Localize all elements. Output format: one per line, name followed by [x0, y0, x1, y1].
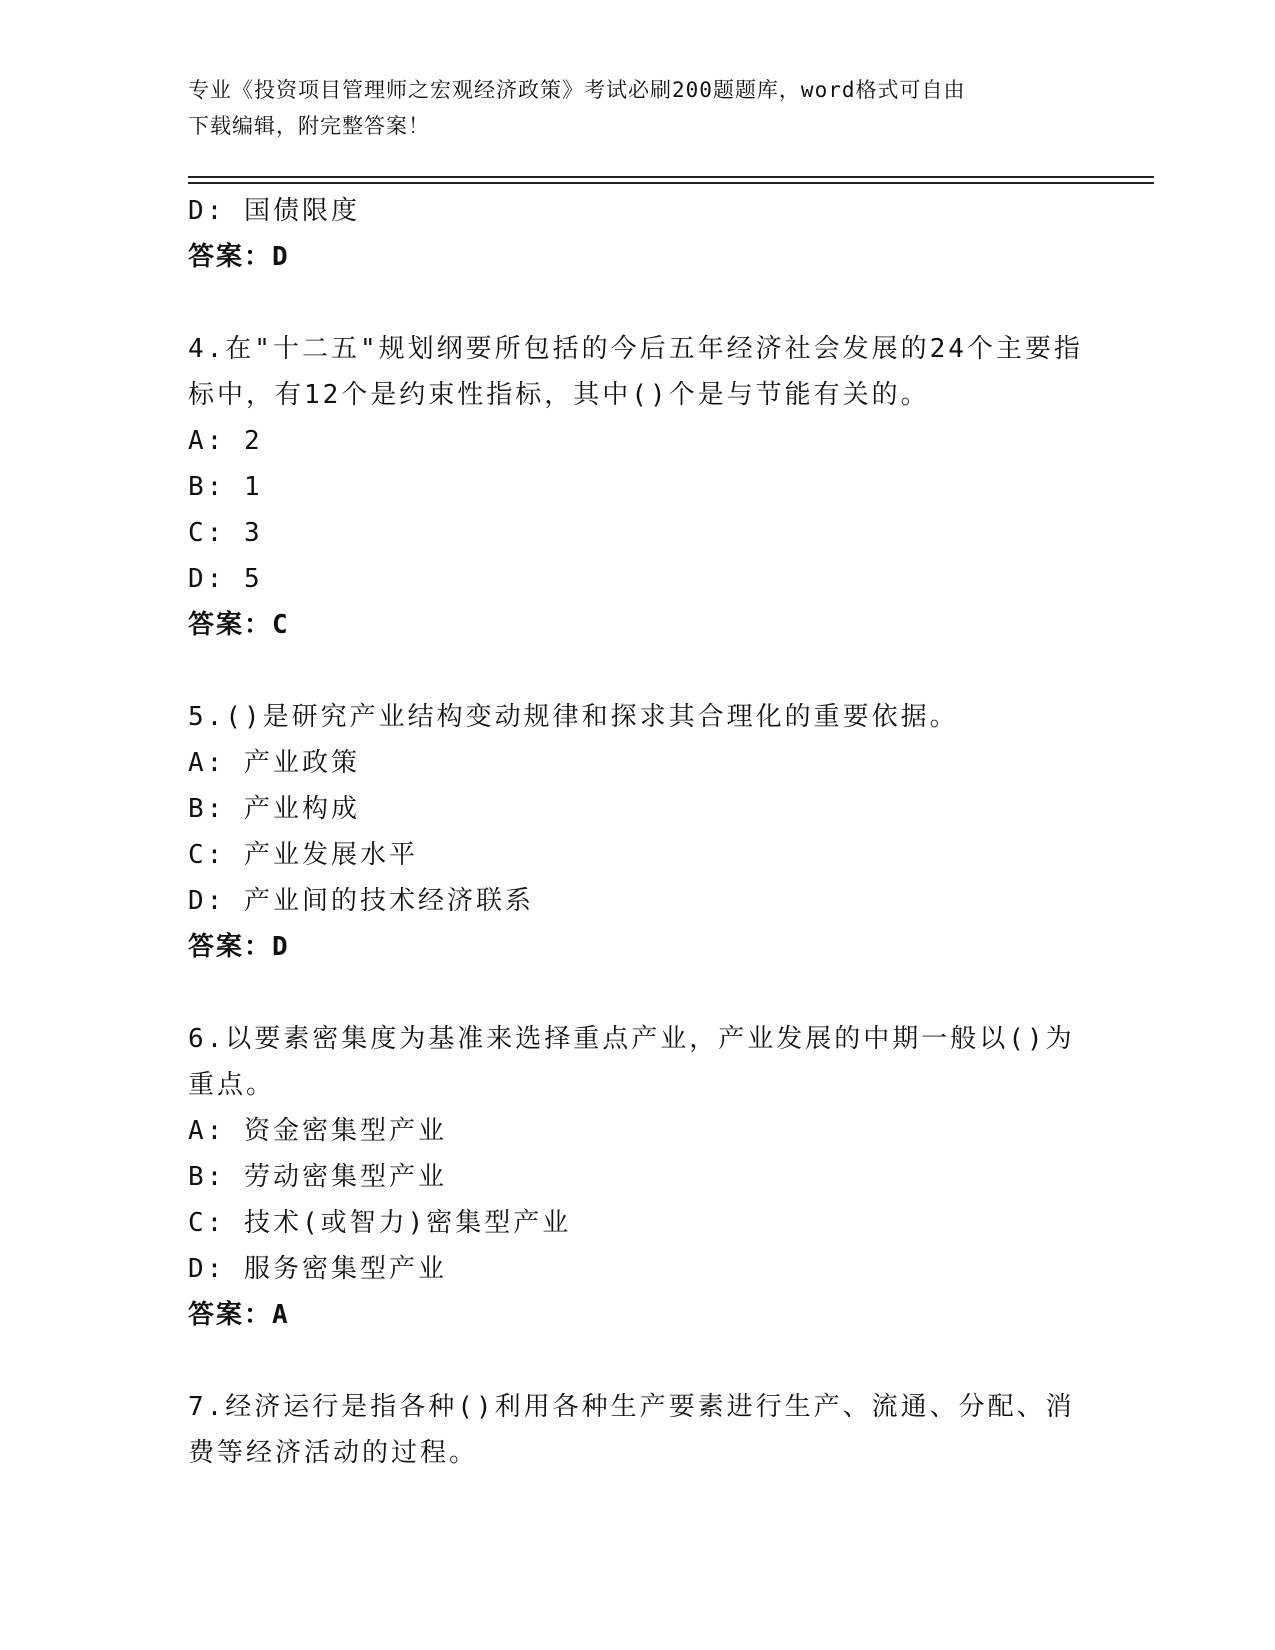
- spacer: [188, 970, 1068, 1016]
- q6-option-c: C: 技术(或智力)密集型产业: [188, 1208, 572, 1238]
- q6-answer: 答案：A: [188, 1300, 290, 1330]
- q5-stem-line-1: 5.()是研究产业结构变动规律和探求其合理化的重要依据。: [188, 702, 959, 732]
- q4-option-c: C: 3: [188, 518, 263, 548]
- spacer: [188, 648, 1068, 694]
- q6-option-a: A: 资金密集型产业: [188, 1116, 447, 1146]
- q6-stem-line-2: 重点。: [188, 1070, 276, 1100]
- q7-stem-line-2: 费等经济活动的过程。: [188, 1438, 479, 1468]
- header-line-1: 专业《投资项目管理师之宏观经济政策》考试必刷200题题库，word格式可自由: [188, 78, 966, 102]
- prev-option-d: D: 国债限度: [188, 196, 360, 226]
- question-7: [188, 1384, 1075, 1476]
- q4-option-d: D: 5: [188, 564, 263, 594]
- header-line-2: 下载编辑，附完整答案！: [188, 114, 430, 138]
- q6-option-b: B: 劳动密集型产业: [188, 1162, 447, 1192]
- q4-stem-line-2: 标中，有12个是约束性指标，其中()个是与节能有关的。: [188, 380, 930, 410]
- q5-option-c: C: 产业发展水平: [188, 840, 418, 870]
- q5-option-b: B: 产业构成: [188, 794, 360, 824]
- q6-option-d: D: 服务密集型产业: [188, 1254, 447, 1284]
- q4-stem-line-1: 4.在"十二五"规划纲要所包括的今后五年经济社会发展的24个主要指: [188, 334, 1083, 364]
- q4-answer: 答案：C: [188, 610, 290, 640]
- q7-stem-line-1: 7.经济运行是指各种()利用各种生产要素进行生产、流通、分配、消: [188, 1392, 1075, 1422]
- q4-option-a: A: 2: [188, 426, 263, 456]
- q4-option-b: B: 1: [188, 472, 263, 502]
- q6-stem-line-1: 6.以要素密集度为基准来选择重点产业，产业发展的中期一般以()为: [188, 1024, 1075, 1054]
- prev-answer: 答案：D: [188, 242, 290, 272]
- spacer: [188, 1338, 1068, 1384]
- q5-option-d: D: 产业间的技术经济联系: [188, 886, 534, 916]
- q5-answer: 答案：D: [188, 932, 290, 962]
- question-6: [188, 1016, 1075, 1338]
- question-4: [188, 326, 1083, 648]
- header-divider-bottom: [188, 182, 1154, 184]
- document-header: [188, 72, 1068, 144]
- q5-option-a: A: 产业政策: [188, 748, 360, 778]
- question-list: [188, 188, 1083, 1476]
- header-divider-top: [188, 176, 1154, 178]
- spacer: [188, 280, 1068, 326]
- question-5: [188, 694, 1068, 970]
